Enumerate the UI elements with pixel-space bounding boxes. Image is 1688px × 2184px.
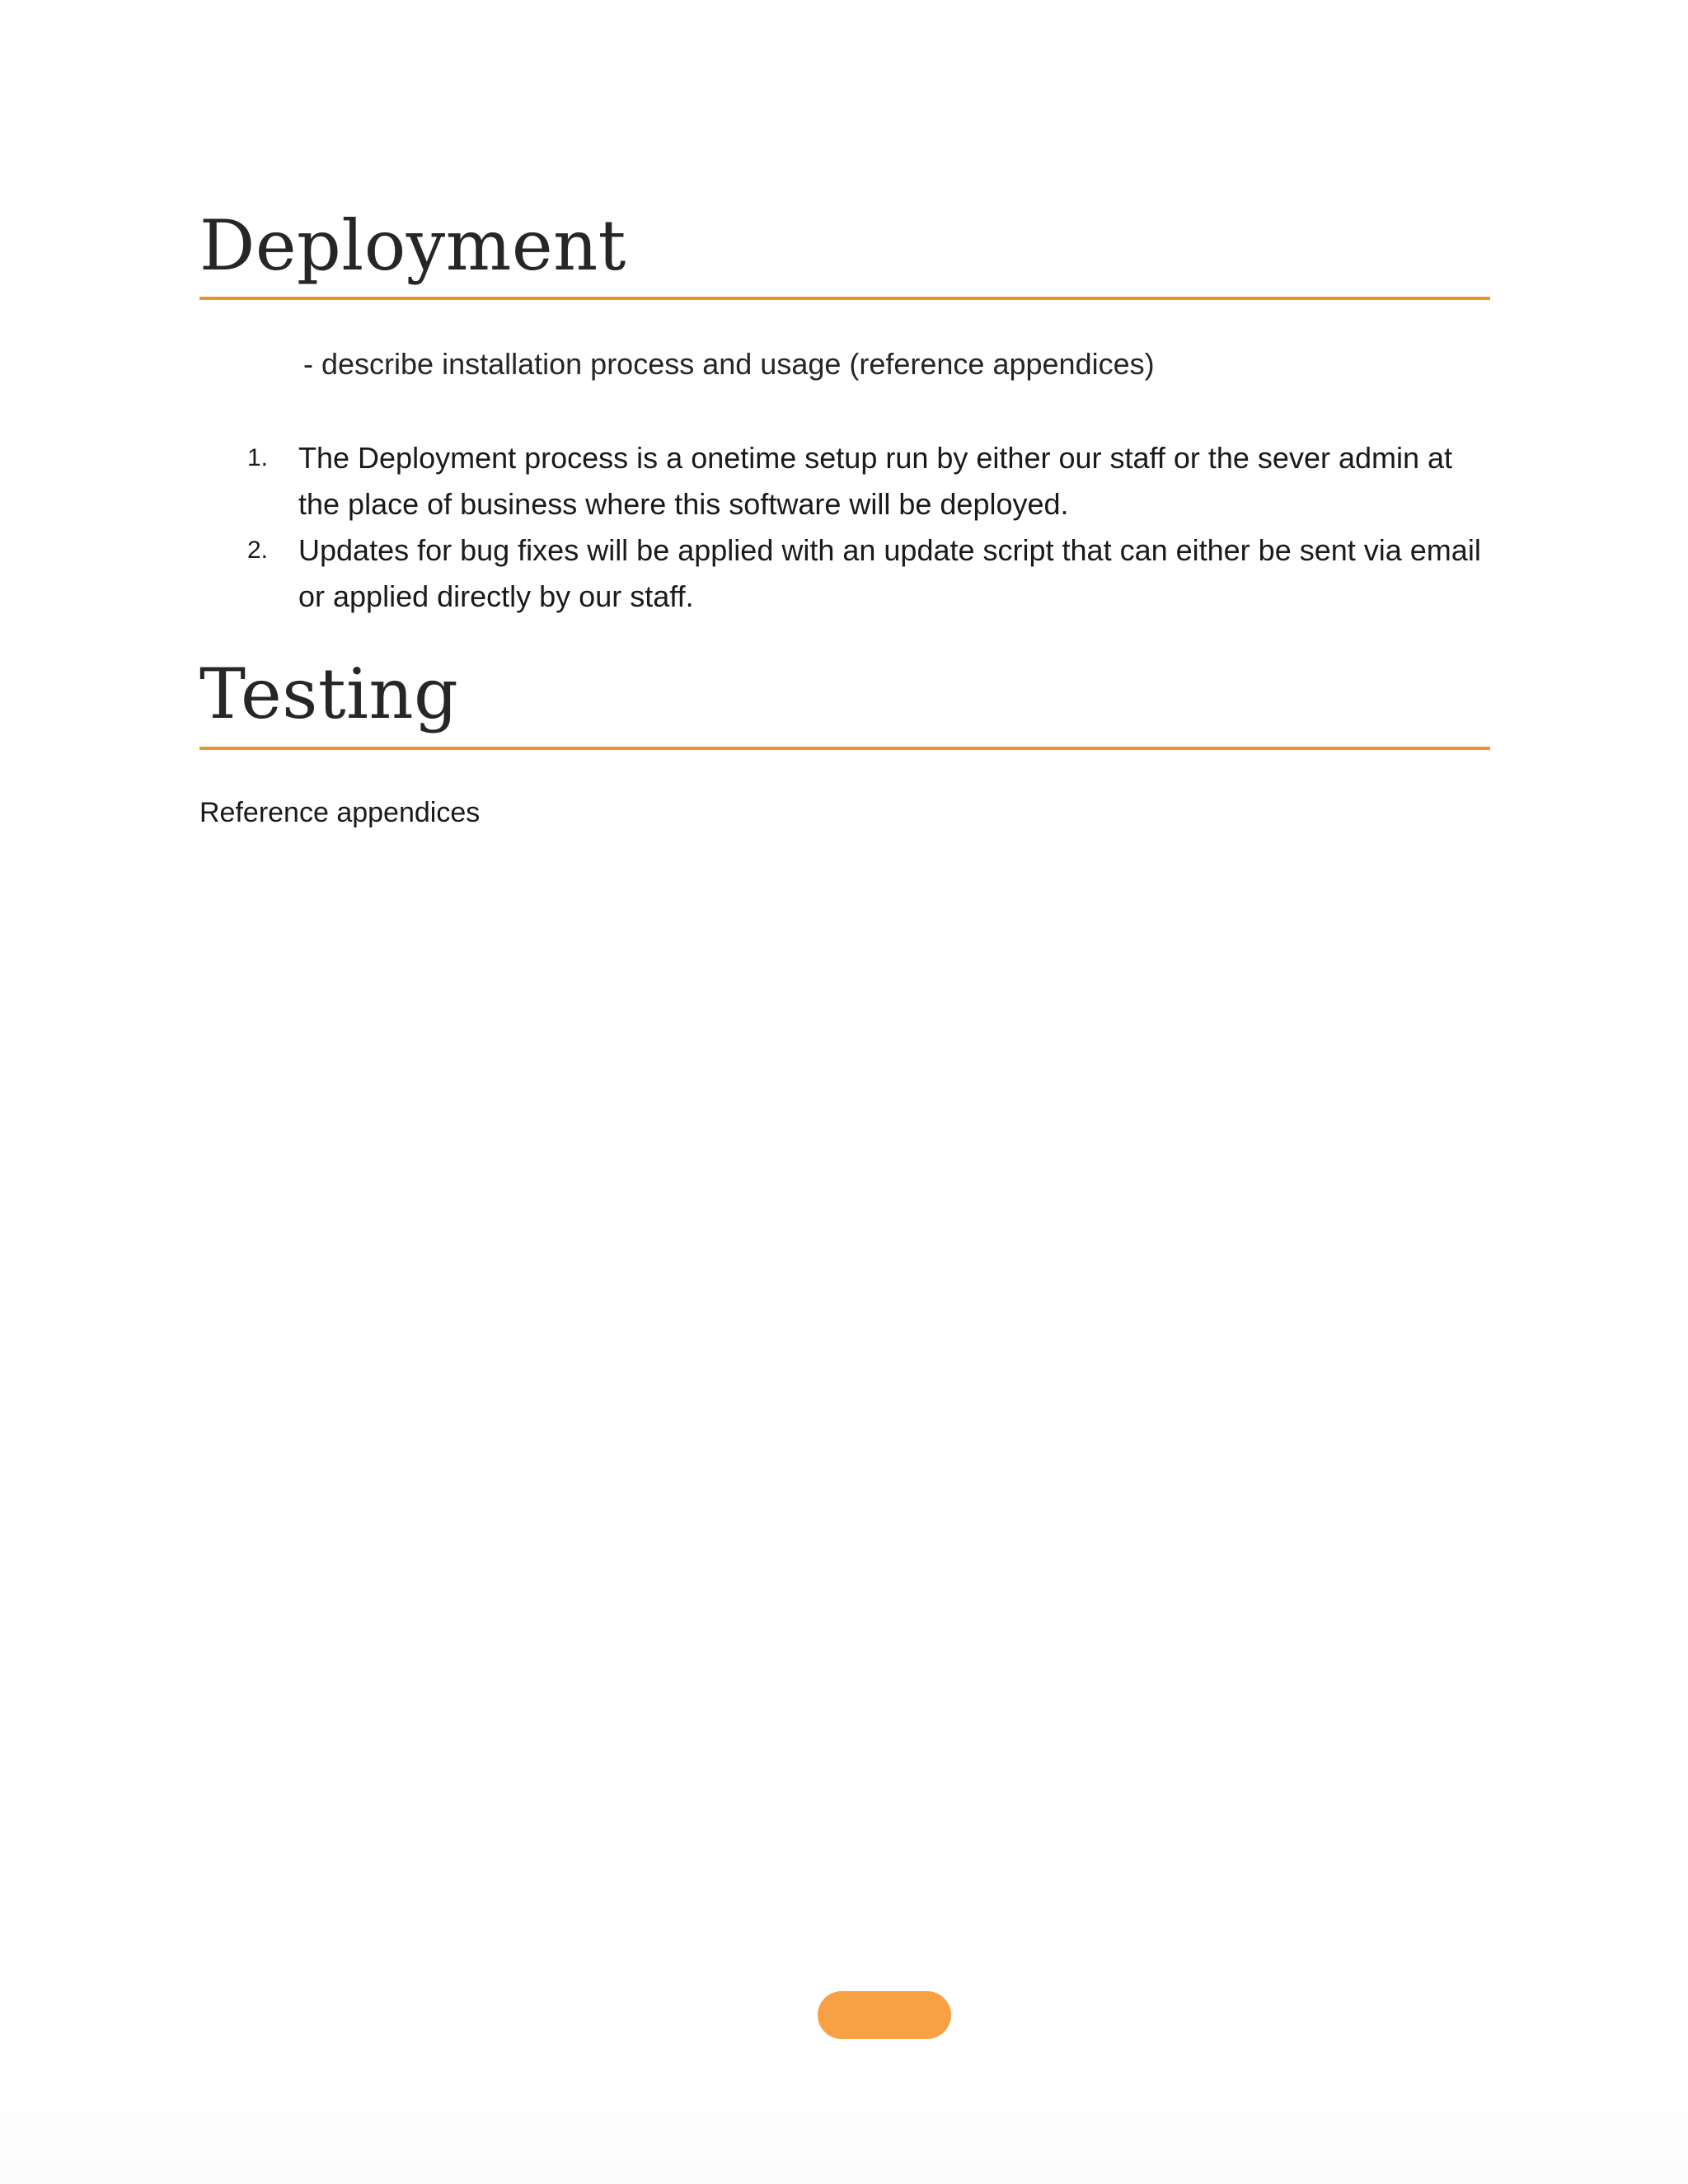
list-item-number: 2. [247, 537, 269, 564]
deployment-heading: Deployment [199, 205, 626, 286]
page-bottom-shade [0, 2044, 1688, 2184]
list-item-text: The Deployment process is a onetime setup run by either our staff or the sever admin at the place of business where this software will be deployed. [298, 441, 1453, 521]
list-item [247, 527, 1492, 620]
deployment-steps-list [247, 435, 1492, 620]
list-item-number: 1. [247, 444, 269, 471]
list-item [247, 435, 1492, 527]
testing-paragraph: Reference appendices [199, 797, 481, 828]
testing-heading: Testing [199, 654, 459, 734]
deployment-note: - describe installation process and usage (reference appendices) [303, 347, 1155, 381]
list-item-text: Updates for bug fixes will be applied with an update script that can either be sent via email or applied directly by our staff. [298, 533, 1481, 613]
testing-heading-rule [199, 747, 1490, 750]
page-number-badge [818, 1991, 951, 2039]
deployment-heading-rule [199, 297, 1490, 300]
